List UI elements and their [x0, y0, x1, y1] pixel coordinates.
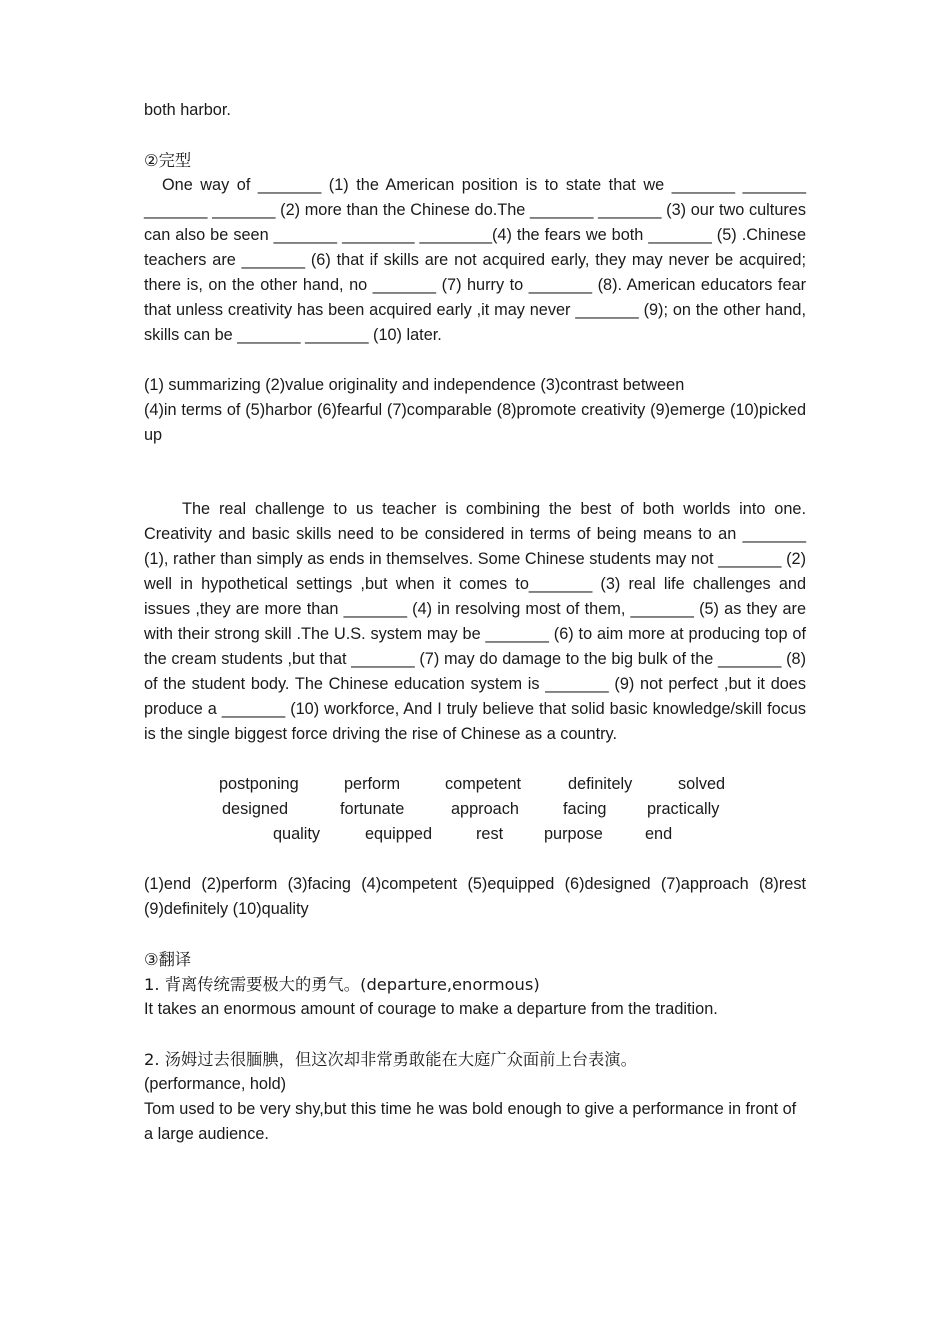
word-bank-item: perform	[344, 775, 401, 793]
word-bank-row	[144, 797, 806, 822]
word-bank-item: equipped	[365, 825, 433, 843]
word-bank-item: end	[645, 825, 673, 843]
cloze-passage-2: The real challenge to us teacher is combining the best of both worlds into one. Creativity and basic skills need to be considered in terms of being means to an _______ (1), rather than simply as ends in themselves. Some Chinese students may not _______ (2) well in hypothetical settings ,but when it comes to_______ (3) real life challenges and issues ,they are more than _______ (4) in resolving most of them, _______ (5) as they are with their strong skill .The U.S. system may be _______ (6) to aim more at producing top of the cream students ,but that _______ (7) may do damage to the big bulk of the _______ (8) of the student body. The Chinese education system is _______ (9) not perfect ,but it does produce a _______ (10) workforce, And I truly believe that solid basic knowledge/skill focus is the single biggest force driving the rise of Chinese as a country.	[144, 500, 806, 743]
word-bank-item: facing	[563, 800, 607, 818]
answer-key-2: (1)end (2)perform (3)facing (4)competent (5)equipped (6)designed (7)approach (8)rest (9)definitely (10)quality	[144, 875, 806, 918]
continuation-line: both harbor.	[144, 101, 231, 119]
word-bank-row	[144, 822, 806, 847]
word-bank-item: quality	[273, 825, 321, 843]
answer-key-1-line-1: (1) summarizing (2)value originality and independence (3)contrast between	[144, 376, 685, 394]
word-bank	[144, 772, 806, 847]
translation-prompt-2: 2. 汤姆过去很腼腆，但这次却非常勇敢能在大庭广众面前上台表演。	[144, 1050, 637, 1069]
word-bank-item: competent	[445, 775, 522, 793]
answer-key-1-line-2: (4)in terms of (5)harbor (6)fearful (7)comparable (8)promote creativity (9)emerge (10)picked up	[144, 401, 806, 444]
word-bank-item: purpose	[544, 825, 603, 843]
translation-prompt-2-keywords: (performance, hold)	[144, 1075, 287, 1093]
document-page	[144, 98, 806, 1147]
translation-answer-1: It takes an enormous amount of courage to make a departure from the tradition.	[144, 1000, 718, 1018]
section-heading-cloze: ②完型	[144, 151, 192, 170]
word-bank-row	[144, 772, 806, 797]
word-bank-item: postponing	[219, 775, 299, 793]
translation-answer-2: Tom used to be very shy,but this time he was bold enough to give a performance in front of a large audience.	[144, 1100, 797, 1143]
section-heading-translation: ③翻译	[144, 950, 192, 969]
word-bank-item: fortunate	[340, 800, 405, 818]
translation-prompt-1: 1. 背离传统需要极大的勇气。(departure,enormous)	[144, 975, 540, 994]
word-bank-item: definitely	[568, 775, 633, 793]
word-bank-item: solved	[678, 775, 726, 793]
word-bank-item: approach	[451, 800, 519, 818]
word-bank-item: designed	[222, 800, 289, 818]
word-bank-item: practically	[647, 800, 720, 818]
cloze-passage-1: One way of _______ (1) the American position is to state that we _______ _______ _______ _______ (2) more than the Chinese do.The _______ _______ (3) our two cultures can also be seen _______ ________ ________(4) the fears we both _______ (5) .Chinese teachers are _______ (6) that if skills are not acquired early, they may never be acquired; there is, on the other hand, no _______ (7) hurry to _______ (8). American educators fear that unless creativity has been acquired early ,it may never _______ (9); on the other hand, skills can be _______ _______ (10) later.	[144, 176, 806, 344]
word-bank-item: rest	[476, 825, 504, 843]
